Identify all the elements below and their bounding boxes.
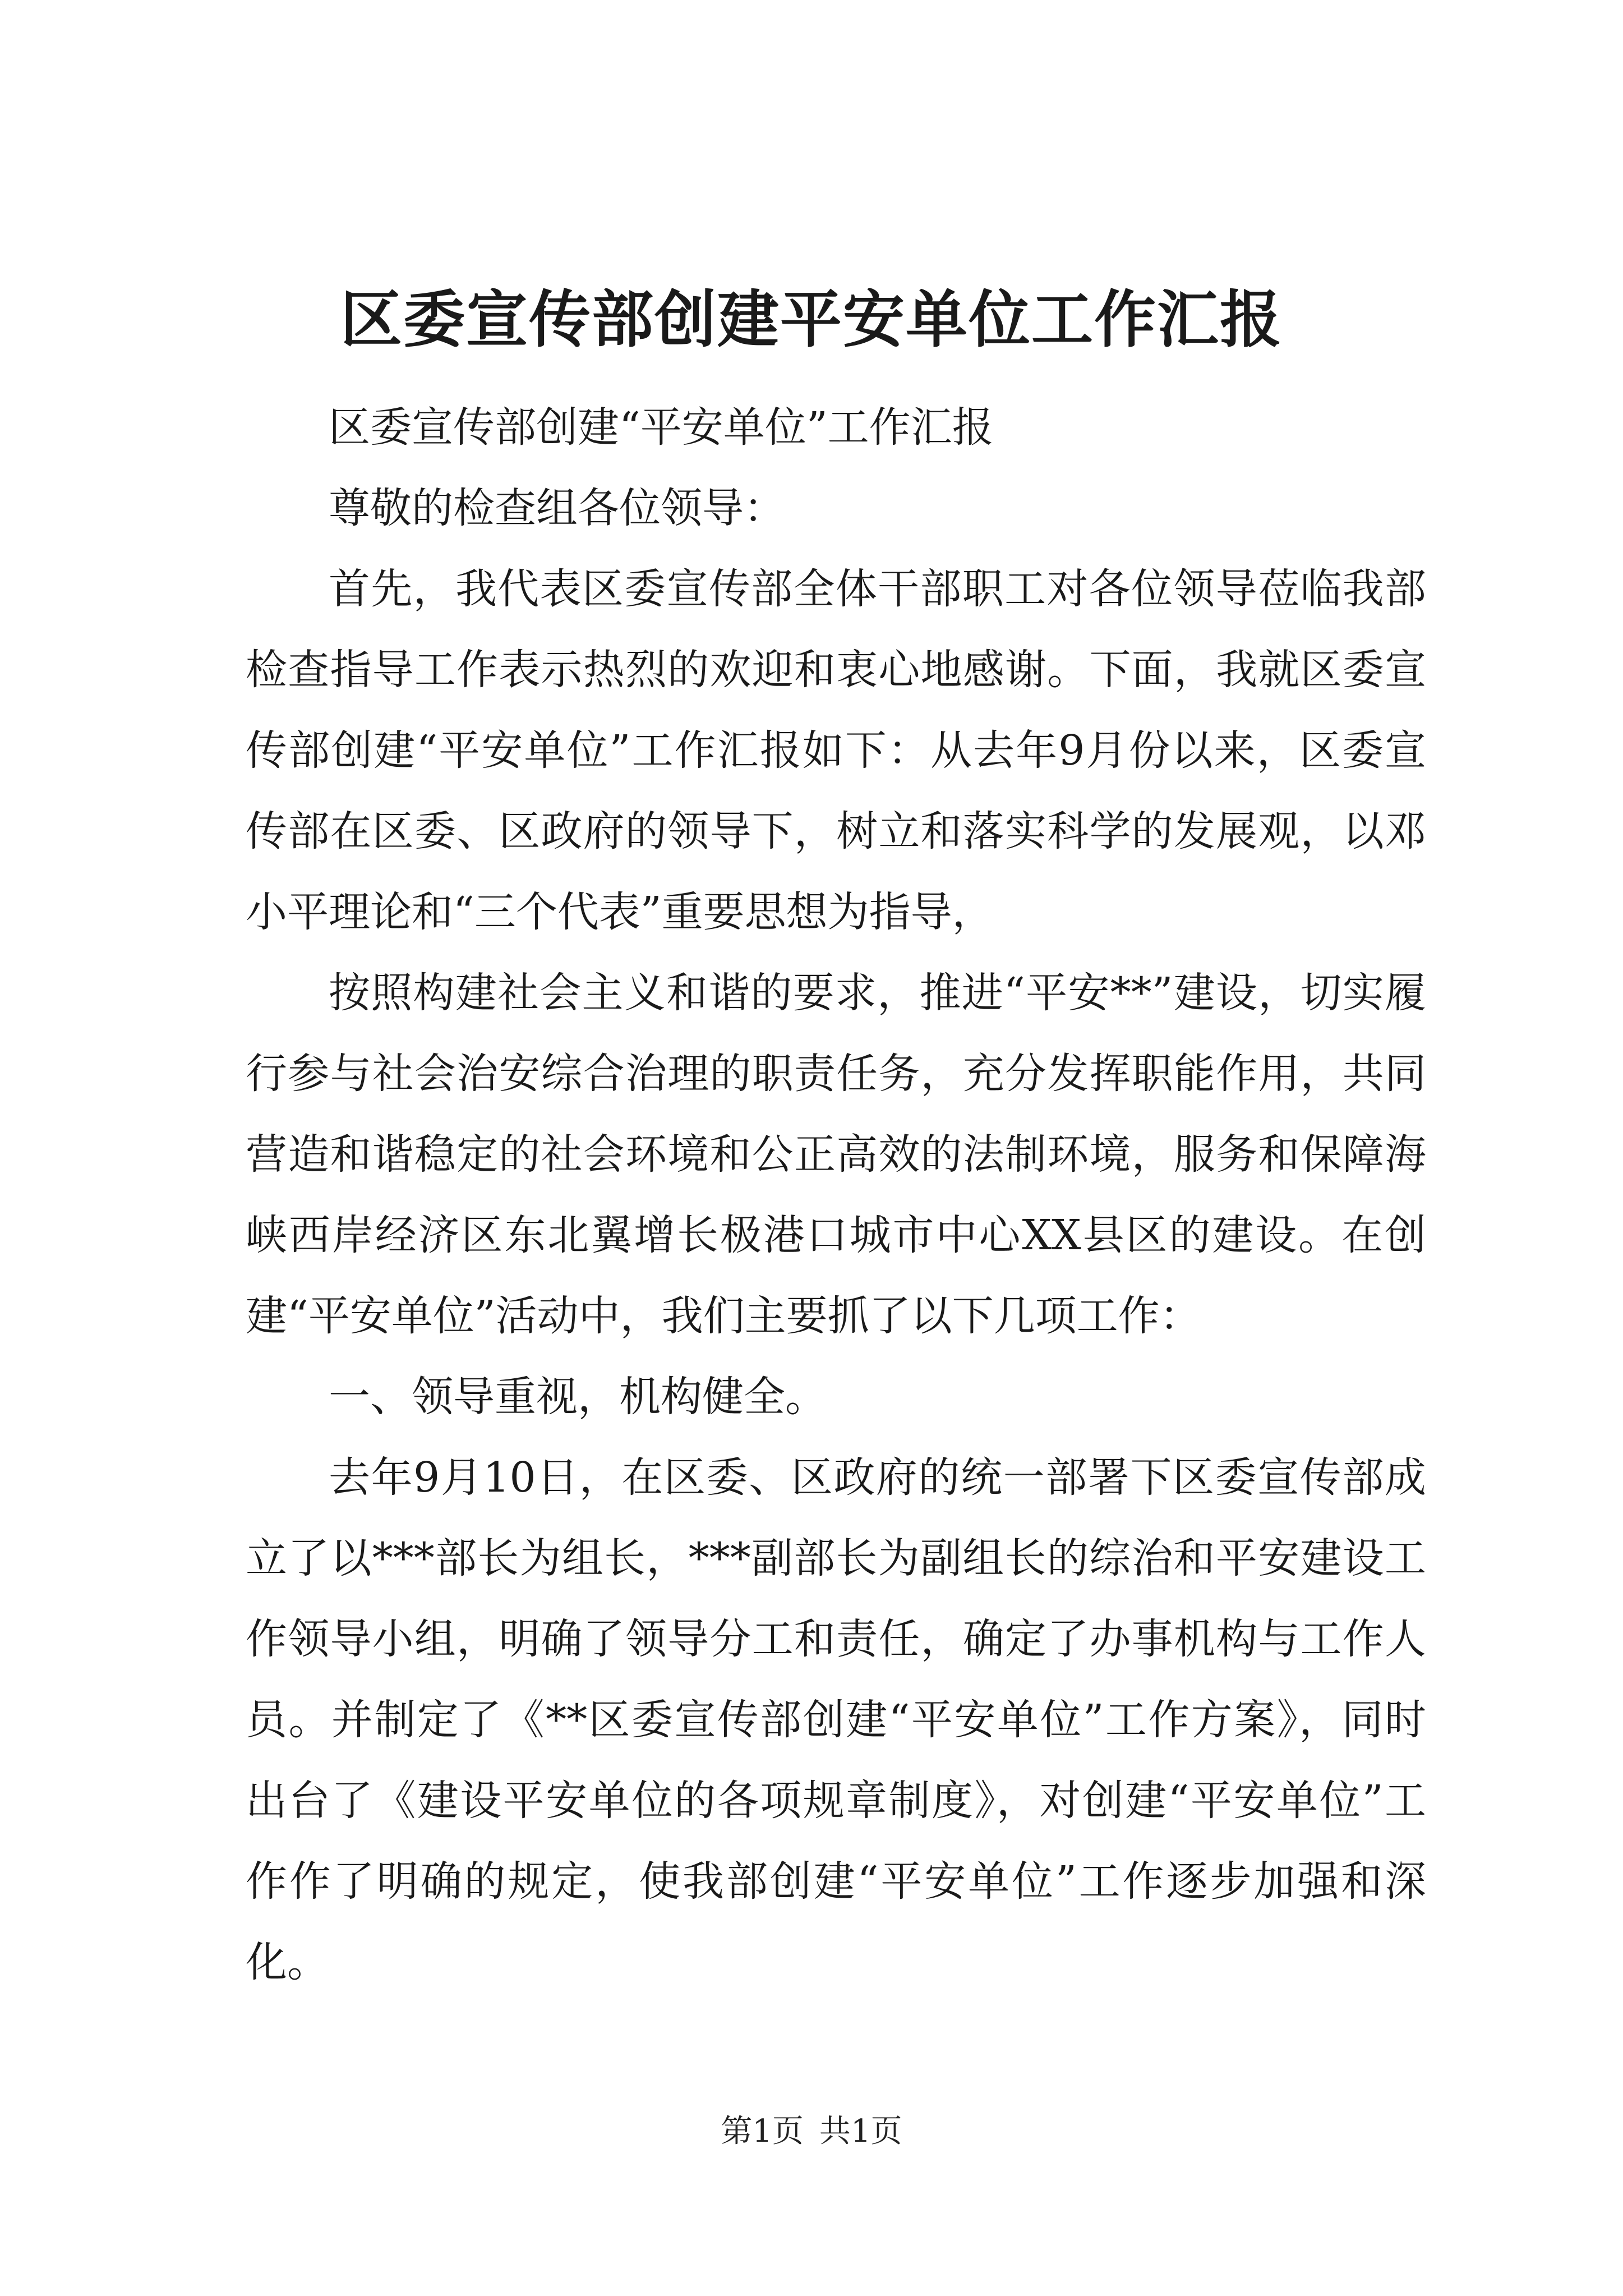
page-number: 第1页 bbox=[721, 2113, 804, 2150]
document-body bbox=[246, 387, 1426, 2003]
paragraph-section-body: 去年9月10日，在区委、区政府的统一部署下区委宣传部成立了以***部长为组长，***副部长为副组长的综治和平安建设工作领导小组，明确了领导分工和责任，确定了办事机构与工作人员。并制定了《**区委宣传部创建“平安单位”工作方案》，同时出台了《建设平安单位的各项规章制度》，对创建“平安单位”工作作了明确的规定，使我部创建“平安单位”工作逐步加强和深化。 bbox=[246, 1453, 1426, 1986]
page-total: 共1页 bbox=[819, 2113, 902, 2150]
page-footer bbox=[0, 2112, 1623, 2151]
document-title: 区委宣传部创建平安单位工作汇报 bbox=[340, 283, 1283, 356]
paragraph-requirements: 按照构建社会主义和谐的要求，推进“平安**”建设，切实履行参与社会治安综合治理的职责任务，充分发挥职能作用，共同营造和谐稳定的社会环境和公正高效的法制环境，服务和保障海峡西岸经济区东北翼增长极港口城市中心XX县区的建设。在创建“平安单位”活动中，我们主要抓了以下几项工作： bbox=[246, 969, 1426, 1340]
paragraph-section-heading: 一、领导重视，机构健全。 bbox=[329, 1373, 827, 1421]
paragraph-subtitle: 区委宣传部创建“平安单位”工作汇报 bbox=[329, 403, 994, 452]
paragraph-salutation: 尊敬的检查组各位领导： bbox=[329, 484, 785, 532]
paragraph-opening: 首先，我代表区委宣传部全体干部职工对各位领导莅临我部检查指导工作表示热烈的欢迎和衷心地感谢。下面，我就区委宣传部创建“平安单位”工作汇报如下：从去年9月份以来，区委宣传部在区委、区政府的领导下，树立和落实科学的发展观，以邓小平理论和“三个代表”重要思想为指导， bbox=[246, 565, 1426, 936]
